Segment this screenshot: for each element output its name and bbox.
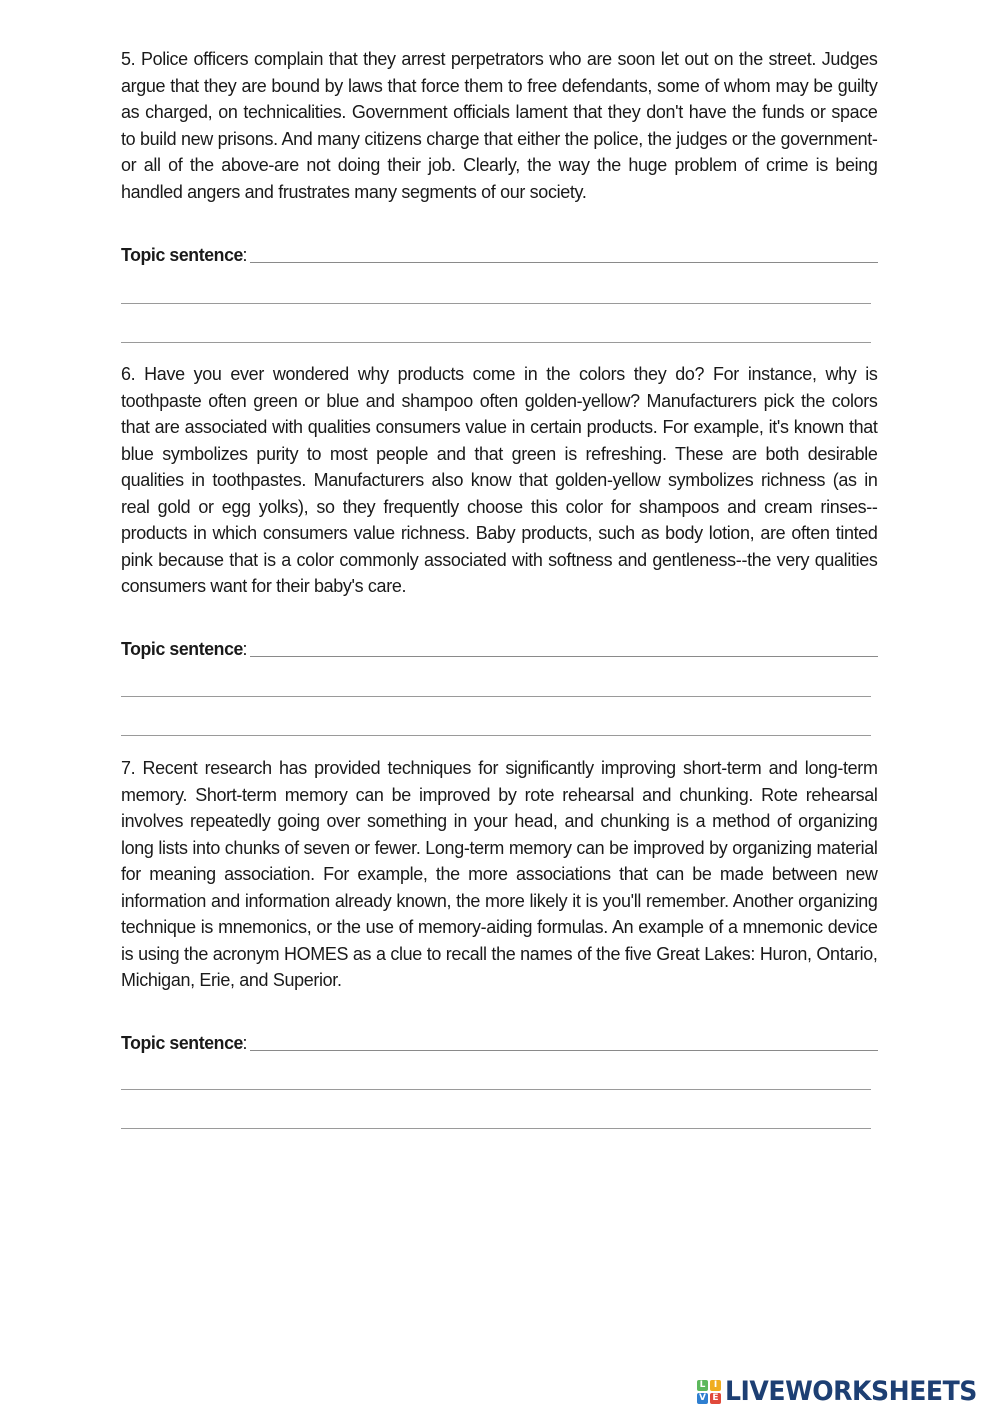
- topic-sentence-label: Topic sentence: [121, 1032, 243, 1053]
- answer-line[interactable]: [121, 696, 871, 697]
- topic-sentence-colon: :: [242, 1032, 248, 1053]
- answer-line[interactable]: [121, 342, 871, 343]
- topic-sentence-row: [121, 1030, 878, 1054]
- logo-block-e: E: [710, 1393, 721, 1404]
- exercise-7: [121, 755, 878, 1053]
- logo-block-i: I: [710, 1380, 721, 1391]
- exercise-6-paragraph: 6. Have you ever wondered why products come in the colors they do? For instance, why is toothpaste often green or blue and shampoo often golden-yellow? Manufacturers pick the colors that are associated with qualities consumers value in certain products. For example, it's known that blue symbolizes purity to most people and that green is refreshing. These are both desirable qualities in toothpastes. Manufacturers also know that golden-yellow symbolizes richness (as in real gold or egg yolks), so they frequently choose this color for shampoos and cream rinses--products in which consumers value richness. Baby products, such as body lotion, are often tinted pink because that is a color commonly associated with softness and gentleness--the very qualities consumers want for their baby's care.: [121, 363, 878, 596]
- live-blocks-icon: [697, 1380, 721, 1404]
- answer-line[interactable]: [121, 303, 871, 304]
- liveworksheets-logo[interactable]: [697, 1378, 996, 1406]
- answer-line[interactable]: [121, 1089, 871, 1090]
- exercise-6: [121, 361, 878, 659]
- topic-sentence-row: [121, 242, 878, 266]
- exercise-7-paragraph: 7. Recent research has provided techniques for significantly improving short-term and long-term memory. Short-term memory can be improved by rote rehearsal and chunking. Rote rehearsal involves repeatedly going over something in your head, and chunking is a method of organizing long lists into chunks of seven or fewer. Long-term memory can be improved by organizing material for meaning association. For example, the more associations that can be made between new information and information already known, the more likely it is you'll remember. Another organizing technique is mnemonics, or the use of memory-aiding formulas. An example of a mnemonic device is using the acronym HOMES as a clue to recall the names of the five Great Lakes: Huron, Ontario, Michigan, Erie, and Superior.: [121, 757, 878, 990]
- topic-sentence-input[interactable]: [250, 262, 878, 263]
- answer-line[interactable]: [121, 735, 871, 736]
- topic-sentence-input[interactable]: [250, 1050, 878, 1051]
- exercise-5-paragraph: 5. Police officers complain that they arrest perpetrators who are soon let out on the street. Judges argue that they are bound by laws that force them to free defendants, some of whom may be guilty as charged, on technicalities. Government officials lament that they don't have the funds or space to build new prisons. And many citizens charge that either the police, the judges or the government-or all of the above-are not doing their job. Clearly, the way the huge problem of crime is being handled angers and frustrates many segments of our society.: [121, 48, 878, 202]
- logo-text: LIVEWORKSHEETS: [725, 1376, 977, 1407]
- topic-sentence-label: Topic sentence: [121, 244, 243, 265]
- topic-sentence-colon: :: [242, 638, 248, 659]
- topic-sentence-input[interactable]: [250, 656, 878, 657]
- topic-sentence-colon: :: [242, 244, 248, 265]
- logo-block-v: V: [697, 1393, 708, 1404]
- topic-sentence-row: [121, 636, 878, 660]
- logo-block-l: L: [697, 1380, 708, 1391]
- answer-line[interactable]: [121, 1128, 871, 1129]
- exercise-5: [121, 46, 878, 265]
- topic-sentence-label: Topic sentence: [121, 638, 243, 659]
